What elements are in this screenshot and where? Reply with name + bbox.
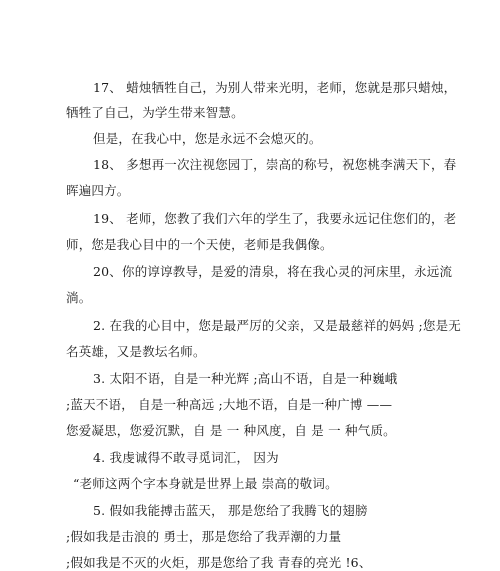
text-line: “老师这两个字本身就是世界上最 崇高的敬词。: [73, 476, 338, 491]
text-line: 17、 蜡烛牺牲自己，为别人带来光明，老师，您就是那只蜡烛，: [93, 80, 457, 95]
text-line: 20、你的谆谆教导，是爱的清泉，将在我心灵的河床里，永远流: [93, 264, 453, 279]
text-line: 淌。: [66, 290, 92, 305]
text-line: 19、 老师，您教了我们六年的学生了，我要永远记住您们的，老: [93, 211, 457, 226]
text-line: 4. 我虔诚得不敢寻觅词汇， 因为: [93, 450, 279, 465]
text-line: 晖遍四方。: [66, 183, 130, 198]
text-line: 名英雄，又是教坛名师。: [66, 344, 206, 359]
text-line: 5. 假如我能搏击蓝天， 那是您给了我腾飞的翅膀: [93, 503, 368, 518]
text-line: ;蓝天不语， 自是一种高远 ;大地不语，自是一种广博 ——: [66, 397, 393, 412]
text-line: 但是，在我心中，您是永远不会熄灭的。: [93, 131, 322, 146]
text-line: ;假如我是击浪的 勇士，那是您给了我弄潮的力量: [66, 529, 342, 544]
text-line: 师，您是我心目中的一个天使，老师是我偶像。: [66, 237, 333, 252]
text-line: 3. 太阳不语，自是一种光辉 ;高山不语，自是一种巍峨: [93, 371, 398, 386]
text-line: 您爱凝思，您爱沉默，自 是 一 种风度，自 是 一 种气质。: [66, 423, 396, 438]
text-line: ;假如我是不灭的火炬，那是您给了我 青春的亮光 !6、: [66, 555, 372, 570]
text-line: 牺牲了自己，为学生带来智慧。: [66, 105, 244, 120]
text-line: 18、 多想再一次注视您园丁，崇高的称号，祝您桃李满天下，春: [93, 157, 457, 172]
text-line: 2. 在我的心目中，您是最严厉的父亲，又是最慈祥的妈妈 ;您是无: [93, 318, 461, 333]
